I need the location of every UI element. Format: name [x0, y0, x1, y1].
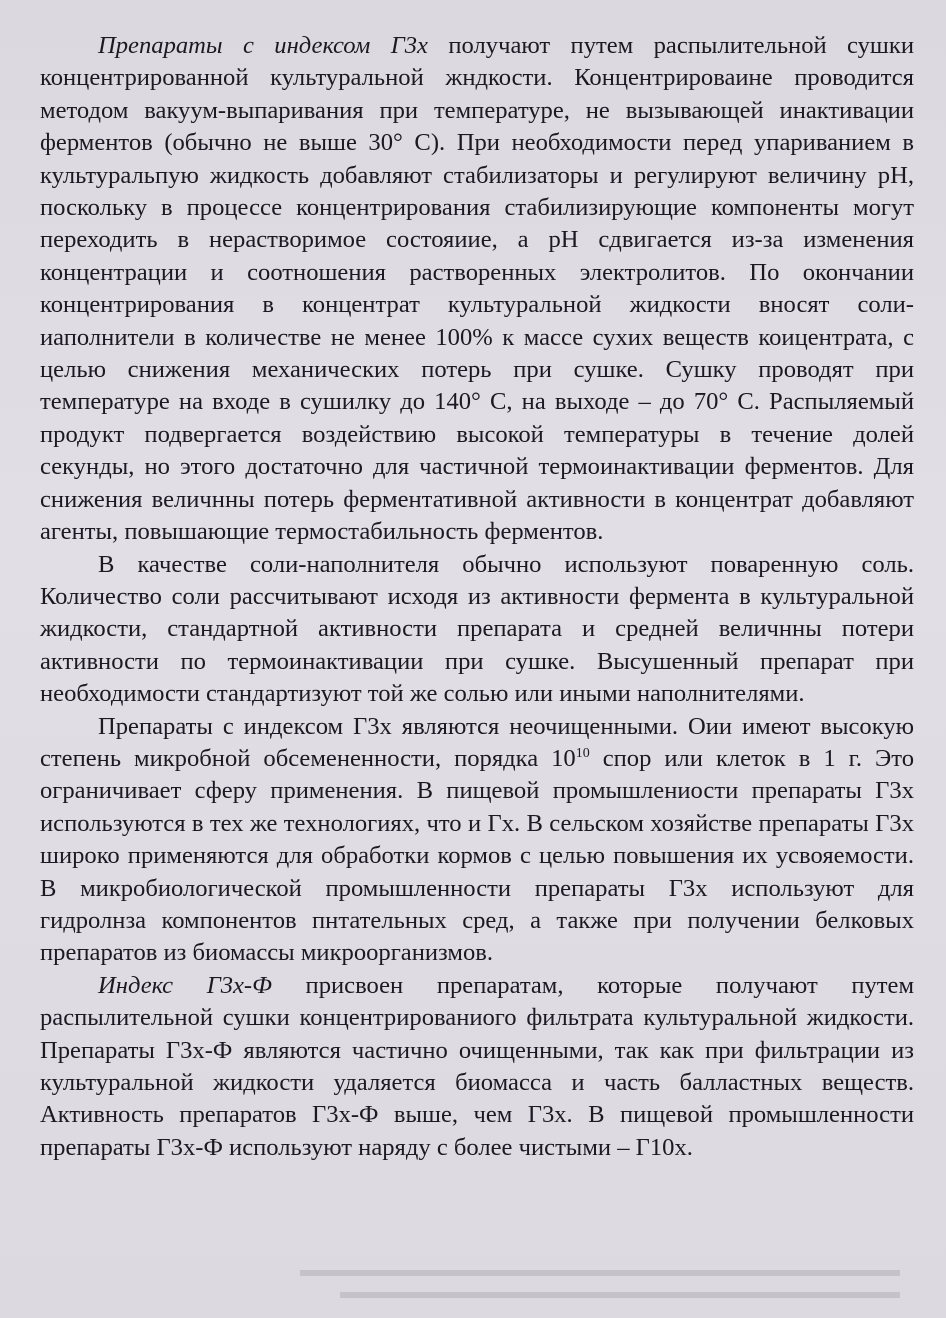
paragraph-unpurified-text-2: спор или клеток в 1 г. Это ограничивает сферу применения. В пищевой промышлениости препараты Г3х используются в тех же технологиях, что и Гх. В сельском хозяйстве препараты Г3х широко применяются для обработки кормов с целью повышения их усвояемости. В микробиологической промышленности препараты Г3х используют для гидролнза компонентов пнтательных сред, а также при получении белковых препаратов из биомассы микроорганизмов.: [40, 744, 914, 967]
paragraph-g3x: [40, 30, 914, 549]
term-g3x-f: Индекс Г3х-Ф: [98, 971, 272, 999]
paragraph-salt-filler: [40, 549, 914, 711]
paragraph-g3x-f-text: присвоен препаратам, которые получают путем распылительной сушки концентрированиого фильтрата культуральной жидкости. Препараты Г3х-Ф являются частично очищенными, так как при фильтрации из культуральной жидкости удаляется биомасса и часть балластных веществ. Активность препаратов Г3х-Ф выше, чем Г3х. В пищевой промышленности препараты Г3х-Ф используют наряду с более чистыми – Г10х.: [40, 971, 915, 1161]
paragraph-g3x-text: получают путем распылительной сушки концентрированной культуральной жндкости. Концентрироваине проводится методом вакуум-выпаривания при температуре, не вызывающей инактивации ферментов (обычно не выше 30° С). При необходимости перед упариванием в культуральпую жидкость добавляют стабилизаторы и регулируют величину рН, поскольку в процессе концентрирования стабилизирующие компоненты могут переходить в нерастворимое состояиие, а рН сдвигается из-за изменения концентрации и соотношения растворенных электролитов. По окончании концентрирования в концентрат культуральной жидкости вносят соли-иаполнители в количестве не менее 100% к массе сухих веществ коицентрата, с целью снижения механических потерь при сушке. Сушку проводят при температуре на входе в сушилку до 140° С, на выходе – до 70° С. Распыляемый продукт подвергается воздействию высокой температуры в течение долей секунды, но этого достаточно для частичной термоинактивации ферментов. Для снижения величнны потерь ферментативной активности в концентрат добавляют агенты, повышающие термостабильность ферментов.: [40, 32, 914, 546]
paragraph-g3x-f: [40, 970, 914, 1164]
term-g3x: Препараты с индексом Г3х: [98, 32, 428, 59]
paragraph-unpurified: [40, 711, 914, 970]
bleed-through-lines: [300, 1262, 920, 1312]
body-text: [40, 30, 914, 1164]
exponent: 10: [575, 745, 590, 761]
paragraph-salt-filler-text: В качестве соли-наполнителя обычно используют поваренную соль. Количество соли рассчитывают исходя из активности фермента в культуральной жидкости, стандартной активности препарата и средней величнны потери активности по термоинактивации при сушке. Высушенный препарат при необходимости стандартизуют той же солью или иными наполнителями.: [40, 550, 914, 708]
paragraph-unpurified-text-1: Препараты с индексом Г3х являются неочищенными. Оии имеют высокую степень микробной обсемененности, порядка 10: [40, 712, 914, 772]
